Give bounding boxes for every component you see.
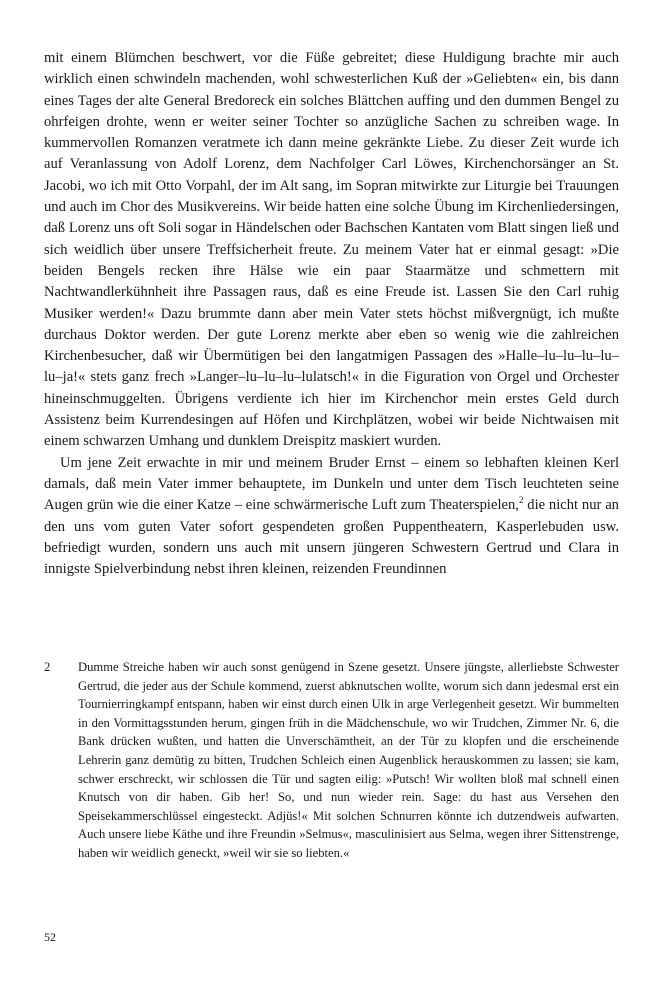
paragraph: mit einem Blümchen beschwert, vor die Füße gebreitet; diese Huldigung brachte mir auch wirklich einen schwindeln machenden, wohl schwesterlichen Kuß der »Geliebten« ein, bis dann eines Tages der alte General Bredoreck ein solches Blättchen auffing und den dummen Bengel zu ohrfeigen drohte, wenn er weiter seiner Tochter so anzügliche Sachen zu schreiben wage. In kummervollen Romanzen veratmete ich dann meine gekränkte Liebe. Zu dieser Zeit wurde ich auf Veranlassung von Adolf Lorenz, dem Nachfolger Carl Löwes, Kirchenchorsänger an St. Jacobi, wo ich mit Otto Vorpahl, der im Alt sang, im Sopran mitwirkte zur Liturgie bei Trauungen und auch im Chor des Musikvereins. Wir beide hatten eine solche Übung im Kirchenliedersingen, daß Lorenz uns oft Soli sogar in Händelschen oder Bachschen Kantaten vom Blatt singen ließ und sich weidlich über unsere Treffsicherheit freute. Zu meinem Vater hat er einmal gesagt: »Die beiden Bengels recken ihre Hälse wie ein paar Staarmätze und schmettern mit Nachtwandlerkühnheit ihre Passagen raus, daß es eine Freude ist. Lassen Sie den Carl ruhig Musiker werden!« Dazu brummte dann aber mein Vater stets höchst mißvergnügt, ich mußte durchaus Doktor werden. Der gute Lorenz merkte aber eben so wenig wie die zahlreichen Kirchenbesucher, daß wir Übermütigen bei den langatmigen Passagen des »Halle–lu–lu–lu–lu–lu–ja!« stets ganz frech »Langer–lu–lu–lu–lulatsch!« in die Figuration von Orgel und Orchester hineinschmuggelten. Übrigens verdiente ich hier im Kirchenchor mein erstes Geld durch Assistenz beim Kurrendesingen auf Höfen und Kirchplätzen, wobei wir beide Nichtwaisen mit einem schwarzen Umhang und dunklem Dreispitz maskiert wurden. <box>44 50 619 450</box>
paragraph <box>44 453 619 581</box>
main-text <box>44 48 619 580</box>
footnote-number: 2 <box>44 660 51 674</box>
page-number: 52 <box>44 930 56 944</box>
footnote-reference[interactable]: 2 <box>518 495 524 506</box>
paragraph-text: Um jene Zeit erwachte in mir und meinem Bruder Ernst – einem so lebhaften kleinen Kerl damals, daß mein Vater immer behauptete, im Dunkeln und unter dem Tisch leuchteten seine Augen grün wie die einer Katze – eine schwärmerische Luft zum Theaterspielen, <box>44 454 619 514</box>
footnote-text: Dumme Streiche haben wir auch sonst genügend in Szene gesetzt. Unsere jüngste, allerliebste Schwester Gertrud, die jeder aus der Schule kommend, zuerst abknutschen wollte, worum sich dann jedesmal erst ein Tournierringkampf entspann, haben wir einst durch einen Ulk in arge Verlegenheit gesetzt. Wir bummelten in den Vormittagsstunden herum, gingen früh in die Mädchenschule, wo wir Trudchen, Zimmer Nr. 6, die Bank drücken wußten, und hatten die Unverschämtheit, an der Tür zu klopfen und die erscheinende Lehrerin ganz demütig zu bitten, Trudchen Schleich einen Augenblick herauskommen zu lassen; sie kam, schwer erschreckt, wir schlossen die Tür und sagten eilig: »Putsch! Wir wollten bloß mal schnell einen Knutsch von dir haben. Gib her! So, und nun wieder rein. Sage: du hast aus Versehen den Speisekammerschlüssel eingesteckt. Adjüs!« Mit solchen Schnurren könnte ich dutzendweis aufwarten. Auch unsere liebe Käthe und ihre Freundin »Selmus«, masculinisiert aus Selma, wegen ihrer Sittenstrenge, haben wir weidlich geneckt, »weil wir sie so liebten.« <box>78 660 619 860</box>
footnote <box>44 658 619 863</box>
paragraph-text: die nicht nur an den uns vom guten Vater sofort gespendeten großen Puppentheatern, Kasperlebuden usw. befriedigt wurden, sondern uns auch mit unsern jüngeren Schwestern Gertrud und Clara in innigste Spielverbindung nebst ihren kleinen, reizenden Freundinnen <box>44 497 619 578</box>
